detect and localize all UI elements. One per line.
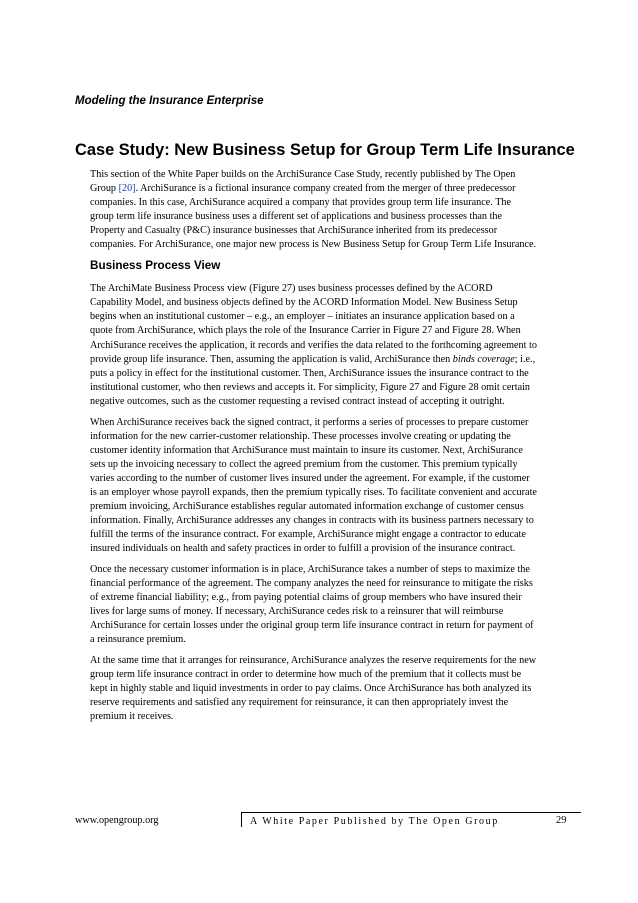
- text-line: Property and Casualty (P&C) insurance businesses that ArchiSurance inherited from its predecessor: [90, 225, 498, 237]
- text-line: puts a policy in effect for the institutional customer. Then, ArchiSurance issues the insurance contract to the: [90, 367, 529, 379]
- text-line: ArchiSurance receives the application, it records and verifies the data related to the forthcoming agreement to: [90, 339, 537, 351]
- text-line: premium it receives.: [90, 711, 174, 723]
- paragraph-process-view: [90, 282, 570, 409]
- text-line: information. Finally, ArchiSurance addresses any changes in contracts with its business partners necessary to: [90, 515, 534, 527]
- text-line: fulfill the terms of the insurance contract. For example, ArchiSurance might engage a contractor to educate: [90, 529, 526, 541]
- text-line: customer identity information that ArchiSurance must maintain to insure its customer. Next, ArchiSurance: [90, 444, 523, 456]
- running-header: Modeling the Insurance Enterprise: [75, 95, 264, 107]
- footer-url-link[interactable]: www.opengroup.org: [75, 815, 159, 826]
- text-line: lives for large sums of money. If necessary, ArchiSurance cedes risk to a reinsurer that will reimburse: [90, 606, 504, 618]
- footer-divider: [241, 812, 581, 813]
- text-line: group term life insurance business uses a different set of applications and business processes than the: [90, 211, 503, 223]
- text-line: information for the new carrier-customer relationship. These processes involve creating or updating the: [90, 430, 511, 442]
- text-line: a reinsurance premium.: [90, 634, 186, 646]
- footer-label: A White Paper Published by The Open Group: [250, 816, 499, 827]
- text-line: premium invoicing, ArchiSurance establishes regular automated information exchange of customer census: [90, 501, 524, 513]
- text-line: This section of the White Paper builds on the ArchiSurance Case Study, recently published by The Open: [90, 169, 516, 180]
- text-line: When ArchiSurance receives back the signed contract, it performs a series of processes to prepare customer: [90, 416, 529, 428]
- footer-divider-vertical: [241, 812, 242, 827]
- text-span: . ArchiSurance is a fictional insurance company created from the merger of three predecessor: [135, 183, 516, 195]
- text-line: reserve requirements and satisfied any requirement for reinsurance, it can then appropriately invest the: [90, 697, 509, 709]
- text-line: negative outcomes, such as the customer requesting a revised contract instead of accepting it outright.: [90, 395, 505, 407]
- paragraph-reinsurance: [90, 563, 570, 648]
- text-line: At the same time that it arranges for reinsurance, ArchiSurance analyzes the reserve requirements for the new: [90, 655, 537, 666]
- text-line: ArchiSurance for certain losses under the original group term life insurance contract in return for payment of: [90, 620, 534, 632]
- text-span: provide group life insurance. Then, assuming the application is valid, ArchiSurance then: [90, 353, 453, 365]
- paragraph-reserves: [90, 654, 570, 724]
- text-line: The ArchiMate Business Process view (Figure 27) uses business processes defined by the ACORD: [90, 283, 493, 295]
- text-line: [90, 182, 570, 196]
- text-line: varies according to the number of customer lives insured under the agreement. For example, if the customer: [90, 472, 530, 484]
- emphasis-text: binds coverage: [452, 353, 515, 365]
- text-line: is an employer whose payroll expands, then the premium typically rises. To facilitate convenient and accurate: [90, 486, 537, 498]
- text-line: quote from ArchiSurance, which plays the role of the Insurance Carrier in Figure 27 and Figure 28. When: [90, 325, 521, 337]
- text-line: kept in highly stable and liquid investments in order to pay claims. Once ArchiSurance has both analyzed its: [90, 683, 532, 695]
- text-line: of extreme financial liability; e.g., from paying potential claims of group members who have insured their: [90, 592, 522, 604]
- text-line: sets up the invoicing necessary to collect the agreed premium from the customer. This premium typically: [90, 458, 518, 470]
- reference-link[interactable]: [20]: [118, 183, 136, 195]
- body-content: [90, 168, 570, 731]
- text-span: Group: [90, 183, 119, 195]
- text-line: group term life insurance contract in order to determine how much of the premium that it collects must be: [90, 669, 522, 681]
- text-line: begins when an institutional customer – e.g., an employer – initiates an insurance application based on a: [90, 311, 515, 323]
- intro-paragraph: [90, 168, 570, 253]
- text-line: companies. In this case, ArchiSurance acquired a company that provides group term life insurance. The: [90, 197, 512, 209]
- text-span: ; i.e.,: [514, 353, 536, 365]
- subsection-title: Business Process View: [90, 259, 221, 273]
- page-number: 29: [556, 815, 567, 826]
- text-line: companies. For ArchiSurance, one major new process is New Business Setup for Group Term Life Insurance.: [90, 239, 537, 251]
- text-line: financial performance of the agreement. The company analyzes the need for reinsurance to mitigate the risks: [90, 578, 533, 590]
- text-line: insured individuals on health and safety practices in order to fulfill a provision of the insurance contract.: [90, 543, 516, 555]
- section-title: Case Study: New Business Setup for Group Term Life Insurance: [75, 141, 575, 159]
- paragraph-signed-contract: [90, 416, 570, 557]
- text-line: Capability Model, and business objects defined by the ACORD Information Model. New Business Setup: [90, 297, 518, 309]
- text-line: institutional customer, who then reviews and accepts it. For simplicity, Figure 27 and Figure 28 omit certain: [90, 381, 531, 393]
- text-line: Once the necessary customer information is in place, ArchiSurance takes a number of steps to maximize the: [90, 563, 530, 575]
- text-line: [90, 353, 570, 367]
